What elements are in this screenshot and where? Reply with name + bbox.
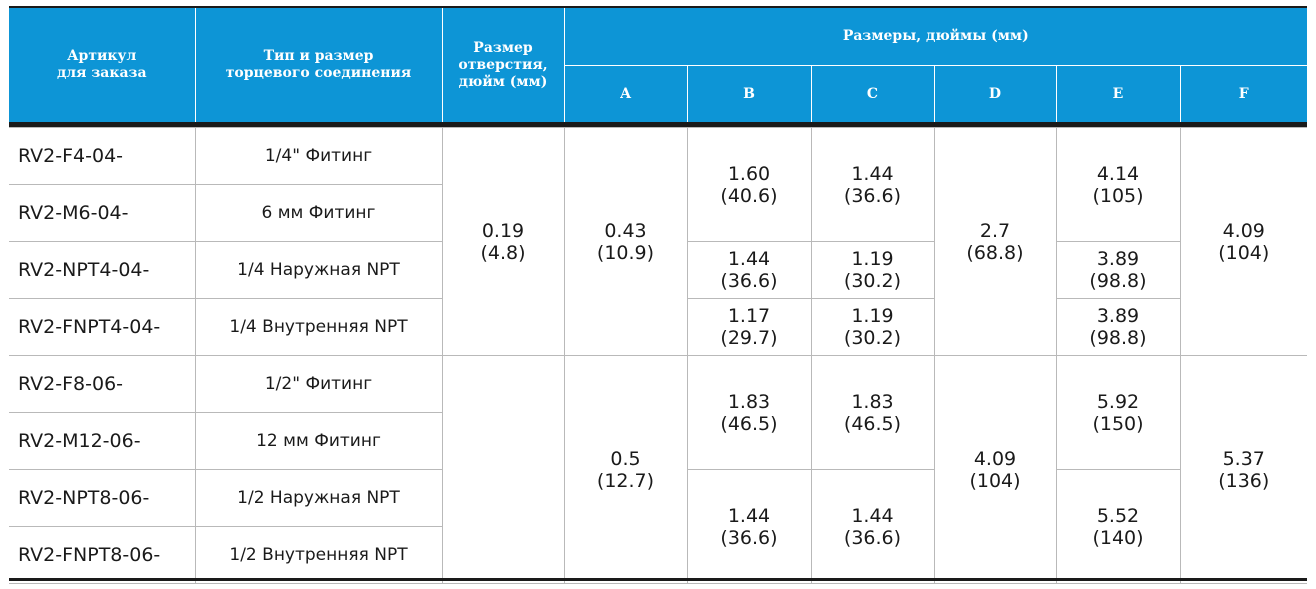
cell-b [687, 356, 811, 470]
header-type: Тип и размер торцевого соединения [195, 8, 442, 122]
cell-article: RV2-NPT4-04- [9, 242, 195, 299]
cell-c [811, 470, 934, 584]
e-mm: (98.8) [1089, 270, 1147, 292]
cell-c [811, 242, 934, 299]
cell-d [934, 356, 1056, 584]
header-article: Артикул для заказа [9, 8, 195, 122]
e-in: 4.14 [1096, 162, 1140, 185]
cell-type: 1/2 Внутренняя NPT [195, 527, 442, 584]
cell-type: 1/4" Фитинг [195, 128, 442, 185]
c-mm: (30.2) [843, 327, 902, 349]
e-in: 5.92 [1096, 390, 1140, 413]
b-mm: (46.5) [720, 412, 778, 435]
e-mm: (140) [1092, 526, 1144, 549]
f-mm: (136) [1218, 469, 1270, 492]
cell-f [1180, 128, 1307, 356]
cell-article: RV2-M6-04- [9, 185, 195, 242]
cell-article: RV2-FNPT8-06- [9, 527, 195, 584]
orifice-in: 0.19 [481, 219, 525, 242]
c-mm: (36.6) [843, 526, 902, 549]
d-in: 4.09 [973, 447, 1017, 470]
cell-c [811, 356, 934, 470]
b-mm: (40.6) [720, 184, 778, 207]
cell-article: RV2-F8-06- [9, 356, 195, 413]
orifice-mm: (4.8) [480, 241, 526, 264]
d-mm: (104) [969, 469, 1021, 492]
cell-type: 1/4 Наружная NPT [195, 242, 442, 299]
cell-type: 1/2 Наружная NPT [195, 470, 442, 527]
b-mm: (36.6) [720, 526, 778, 549]
e-in: 3.89 [1096, 305, 1140, 327]
c-in: 1.19 [851, 305, 894, 327]
b-in: 1.44 [727, 504, 771, 527]
cell-e [1056, 128, 1180, 242]
cell-b [687, 299, 811, 356]
cell-b [687, 470, 811, 584]
spec-table-container [9, 8, 1307, 584]
cell-b [687, 128, 811, 242]
c-mm: (30.2) [843, 270, 902, 292]
header-dim-b: B [687, 66, 811, 123]
cell-e [1056, 299, 1180, 356]
a-in: 0.43 [604, 219, 647, 242]
e-in: 3.89 [1096, 248, 1140, 270]
cell-c [811, 299, 934, 356]
cell-e [1056, 356, 1180, 470]
cell-type: 6 мм Фитинг [195, 185, 442, 242]
b-mm: (29.7) [720, 327, 778, 349]
bottom-rule [9, 578, 1307, 581]
e-mm: (105) [1092, 184, 1144, 207]
c-mm: (46.5) [843, 412, 902, 435]
cell-b [687, 242, 811, 299]
cell-a [564, 356, 687, 584]
c-mm: (36.6) [843, 184, 902, 207]
cell-type: 1/4 Внутренняя NPT [195, 299, 442, 356]
header-dimensions-group: Размеры, дюймы (мм) [564, 8, 1307, 66]
b-in: 1.60 [727, 162, 771, 185]
cell-article: RV2-F4-04- [9, 128, 195, 185]
c-in: 1.44 [851, 504, 894, 527]
cell-article: RV2-M12-06- [9, 413, 195, 470]
f-mm: (104) [1218, 241, 1270, 264]
cell-e [1056, 470, 1180, 584]
cell-c [811, 128, 934, 242]
b-in: 1.17 [727, 305, 771, 327]
cell-f [1180, 356, 1307, 584]
e-mm: (150) [1092, 412, 1144, 435]
cell-a [564, 128, 687, 356]
cell-type: 12 мм Фитинг [195, 413, 442, 470]
header-orifice: Размер отверстия, дюйм (мм) [442, 8, 564, 122]
e-mm: (98.8) [1089, 327, 1147, 349]
cell-e [1056, 242, 1180, 299]
cell-type: 1/2" Фитинг [195, 356, 442, 413]
a-mm: (10.9) [596, 241, 655, 264]
b-in: 1.44 [727, 248, 771, 270]
header-dim-f: F [1180, 66, 1307, 123]
e-in: 5.52 [1096, 504, 1140, 527]
cell-d [934, 128, 1056, 356]
spec-table [9, 8, 1307, 584]
f-in: 4.09 [1222, 219, 1265, 242]
c-in: 1.83 [851, 390, 894, 413]
f-in: 5.37 [1222, 447, 1265, 470]
cell-article: RV2-NPT8-06- [9, 470, 195, 527]
c-in: 1.44 [851, 162, 894, 185]
cell-article: RV2-FNPT4-04- [9, 299, 195, 356]
header-dim-d: D [934, 66, 1056, 123]
a-mm: (12.7) [596, 469, 655, 492]
b-in: 1.83 [727, 390, 771, 413]
header-dim-a: A [564, 66, 687, 123]
b-mm: (36.6) [720, 270, 778, 292]
c-in: 1.19 [851, 248, 894, 270]
cell-orifice [442, 128, 564, 356]
cell-orifice-empty [442, 356, 564, 584]
header-dim-c: C [811, 66, 934, 123]
header-dim-e: E [1056, 66, 1180, 123]
d-mm: (68.8) [966, 241, 1024, 264]
d-in: 2.7 [979, 219, 1011, 242]
a-in: 0.5 [610, 447, 641, 470]
